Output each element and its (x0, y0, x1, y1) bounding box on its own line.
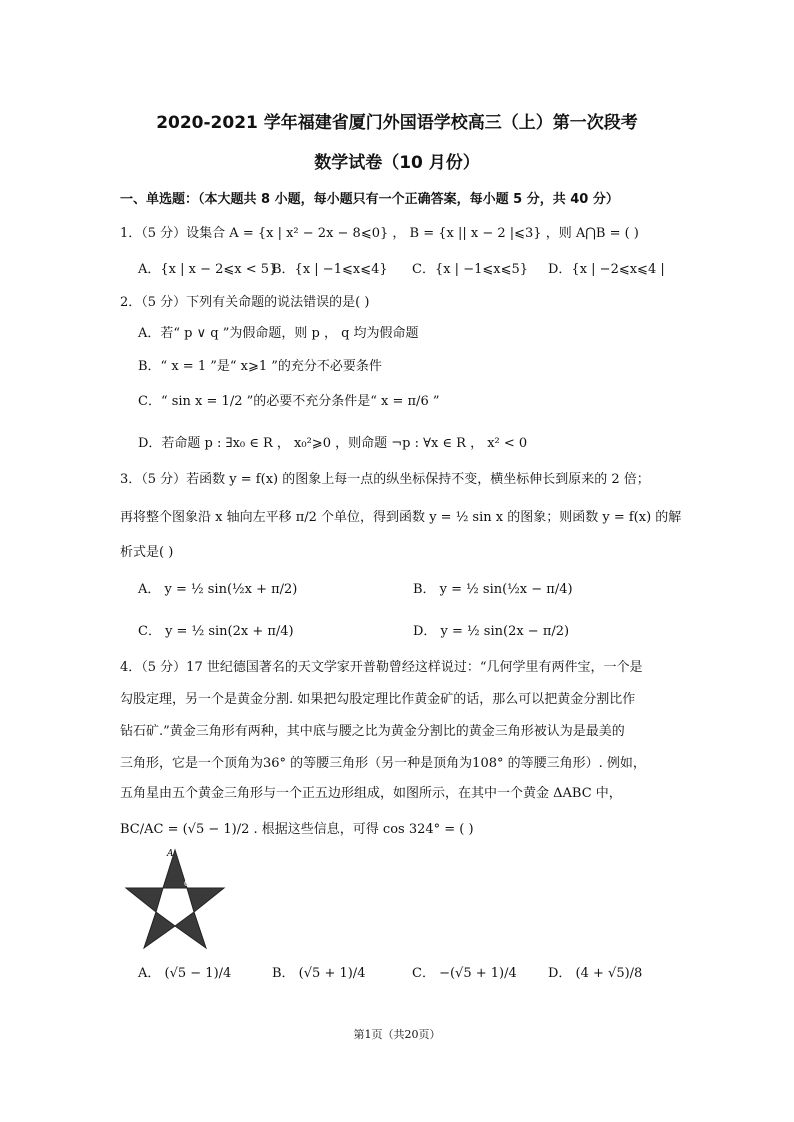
q1-option-d: D．{x | −2⩽x⩽4 | (548, 262, 665, 277)
q3-line3: 析式是( ) (120, 545, 174, 560)
q4-line2: 勾股定理，另一个是黄金分割. 如果把勾股定理比作黄金矿的话，那么可以把黄金分割比作 (120, 692, 636, 707)
label-b: B (154, 879, 161, 889)
page-title: 2020-2021 学年福建省厦门外国语学校高三（上）第一次段考 (156, 113, 638, 133)
q3-option-b: B． y = ½ sin(½x − π/4) (413, 582, 573, 597)
q4-option-d: D． (4 + √5)/8 (548, 966, 643, 981)
q4-line1: 4．（5 分）17 世纪德国著名的天文学家开普勒曾经这样说过：“几何学里有两件宝，一个是 (120, 660, 643, 675)
q2-option-b: B．“ x = 1 ”是“ x⩾1 ”的充分不必要条件 (138, 359, 382, 374)
q3-option-d: D． y = ½ sin(2x − π/2) (413, 624, 570, 639)
q2-option-c: C．“ sin x = 1/2 ”的必要不充分条件是“ x = π/6 ” (138, 394, 440, 409)
page-footer: 第1页（共20页） (353, 1028, 441, 1041)
q1-option-b: B．{x | −1⩽x⩽4} (272, 262, 388, 277)
q4-option-a: A． (√5 − 1)/4 (138, 966, 232, 981)
q4-option-b: B． (√5 + 1)/4 (272, 966, 366, 981)
q1-option-a: A．{x | x − 2⩽x < 5} (138, 262, 278, 277)
q2-stem: 2．（5 分）下列有关命题的说法错误的是( ) (120, 295, 370, 310)
q4-line6: BC/AC = (√5 − 1)/2 . 根据这些信息，可得 cos 324° = ( ) (120, 822, 474, 837)
q4-line4: 三角形，它是一个顶角为36° 的等腰三角形（另一种是顶角为108° 的等腰三角形）. 例如， (120, 756, 646, 771)
q4-line5: 五角星由五个黄金三角形与一个正五边形组成，如图所示，在其中一个黄金 ΔABC 中， (120, 786, 622, 801)
q3-option-a: A． y = ½ sin(½x + π/2) (138, 582, 298, 597)
q3-line2: 再将整个图象沿 x 轴向左平移 π/2 个单位，得到函数 y = ½ sin x 的图象；则函数 y = f(x) 的解 (120, 510, 682, 525)
q3-line1: 3．（5 分）若函数 y = f(x) 的图象上每一点的纵坐标保持不变，横坐标伸长到原来的 2 倍； (120, 472, 650, 487)
q4-line3: 钻石矿.”黄金三角形有两种，其中底与腰之比为黄金分割比的黄金三角形被认为是最美的 (120, 724, 625, 739)
page-subtitle: 数学试卷（10 月份） (314, 153, 480, 173)
label-a: A (167, 849, 174, 859)
label-c: C (184, 879, 191, 889)
q1-option-c: C．{x | −1⩽x⩽5} (412, 262, 529, 277)
q3-option-c: C． y = ½ sin(2x + π/4) (138, 624, 294, 639)
q2-option-a: A．若“ p ∨ q ”为假命题，则 p ， q 均为假命题 (138, 326, 419, 341)
q2-option-d: D．若命题 p : ∃x₀ ∈ R ， x₀²⩾0 ，则命题 ¬p : ∀x ∈ R ， x² < 0 (138, 436, 528, 451)
pentagram-figure (120, 846, 230, 950)
q4-option-c: C． −(√5 + 1)/4 (412, 966, 517, 981)
section-heading: 一、单选题：（本大题共 8 小题，每小题只有一个正确答案，每小题 5 分，共 40 分） (120, 192, 619, 207)
q1-stem: 1．（5 分）设集合 A = {x | x² − 2x − 8⩽0} ， B = {x || x − 2 |⩽3} ，则 A⋂B = ( ) (120, 226, 639, 241)
